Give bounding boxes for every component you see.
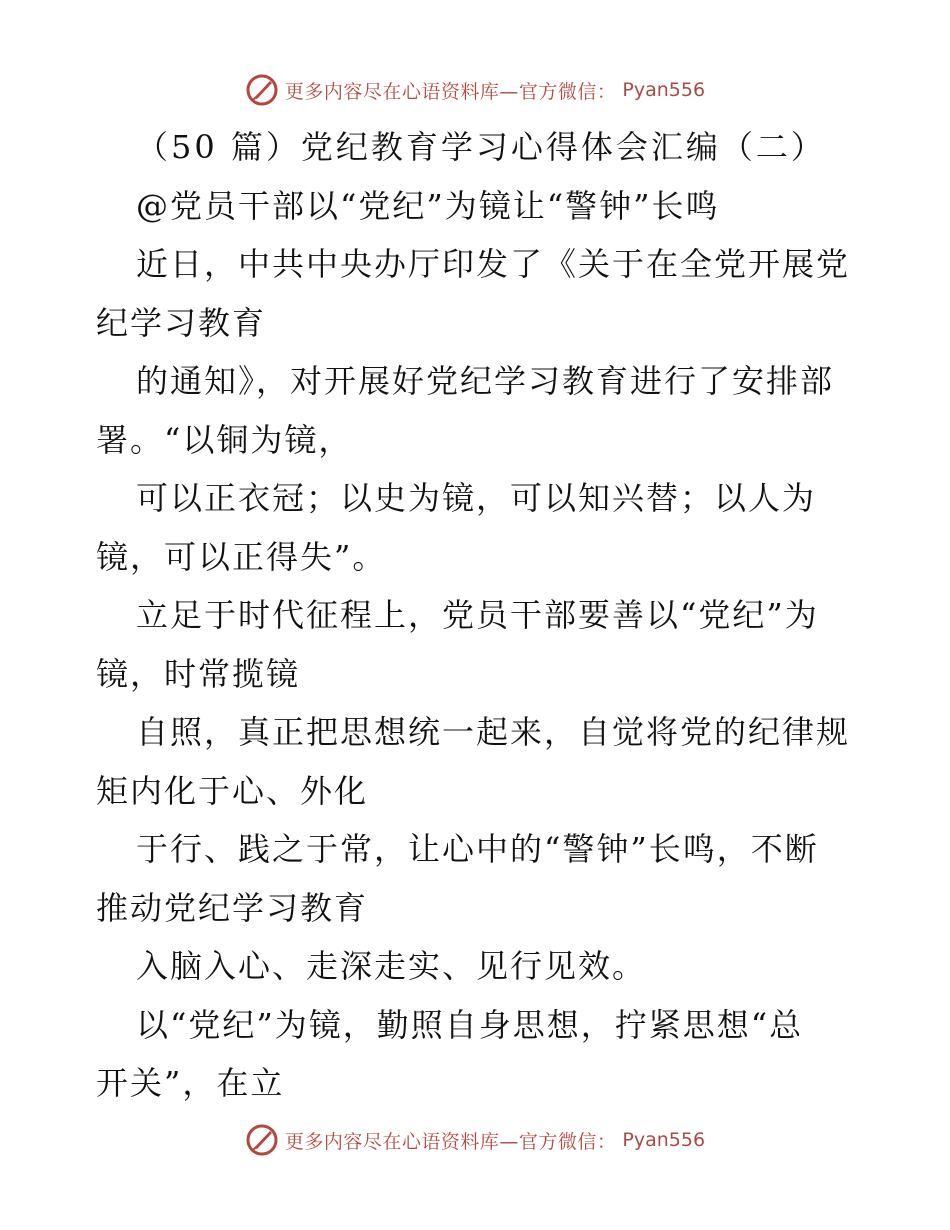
document-subtitle: @党员干部以“党纪”为镜让“警钟”长鸣 bbox=[136, 186, 720, 225]
paragraph-line: 镜，时常揽镜 bbox=[96, 654, 301, 693]
paragraph-line: 推动党纪学习教育 bbox=[96, 888, 369, 927]
document-body bbox=[96, 118, 856, 1113]
paragraph-line: 矩内化于心、外化 bbox=[96, 771, 369, 810]
footer-banner bbox=[0, 1120, 950, 1160]
paragraph-line: 开关”，在立 bbox=[96, 1064, 285, 1102]
paragraph-line: 署。“以铜为镜， bbox=[96, 420, 353, 459]
paragraph-line: 入脑入心、走深走实、见行见效。 bbox=[136, 947, 647, 985]
paragraph-line: 纪学习教育 bbox=[96, 303, 267, 342]
paragraph-line: 以“党纪”为镜，勤照自身思想，拧紧思想“总 bbox=[136, 1005, 804, 1044]
paragraph-line: 立足于时代征程上，党员干部要善以“党纪”为 bbox=[136, 596, 819, 634]
quill-logo-icon bbox=[245, 73, 279, 107]
paragraph-line: 的通知》，对开展好党纪学习教育进行了安排部 bbox=[136, 362, 835, 400]
document-title: （50 篇）党纪教育学习心得体会汇编（二） bbox=[136, 128, 826, 166]
quill-logo-icon bbox=[245, 1123, 279, 1157]
paragraph-line: 自照，真正把思想统一起来，自觉将党的纪律规 bbox=[136, 713, 851, 751]
paragraph-line: 可以正衣冠；以史为镜，可以知兴替；以人为 bbox=[136, 479, 817, 517]
header-banner-text: 更多内容尽在心语资料库—官方微信： bbox=[284, 80, 617, 103]
paragraph-line: 于行、践之于常，让心中的“警钟”长鸣，不断 bbox=[136, 830, 819, 868]
footer-banner-text: 更多内容尽在心语资料库—官方微信： bbox=[284, 1130, 617, 1153]
header-banner-wechat: Pyan556 bbox=[622, 79, 706, 101]
paragraph-line: 近日，中共中央办厅印发了《关于在全党开展党 bbox=[136, 245, 851, 283]
footer-banner-wechat: Pyan556 bbox=[622, 1129, 706, 1151]
header-banner bbox=[0, 70, 950, 110]
paragraph-line: 镜，可以正得失”。 bbox=[96, 537, 387, 576]
